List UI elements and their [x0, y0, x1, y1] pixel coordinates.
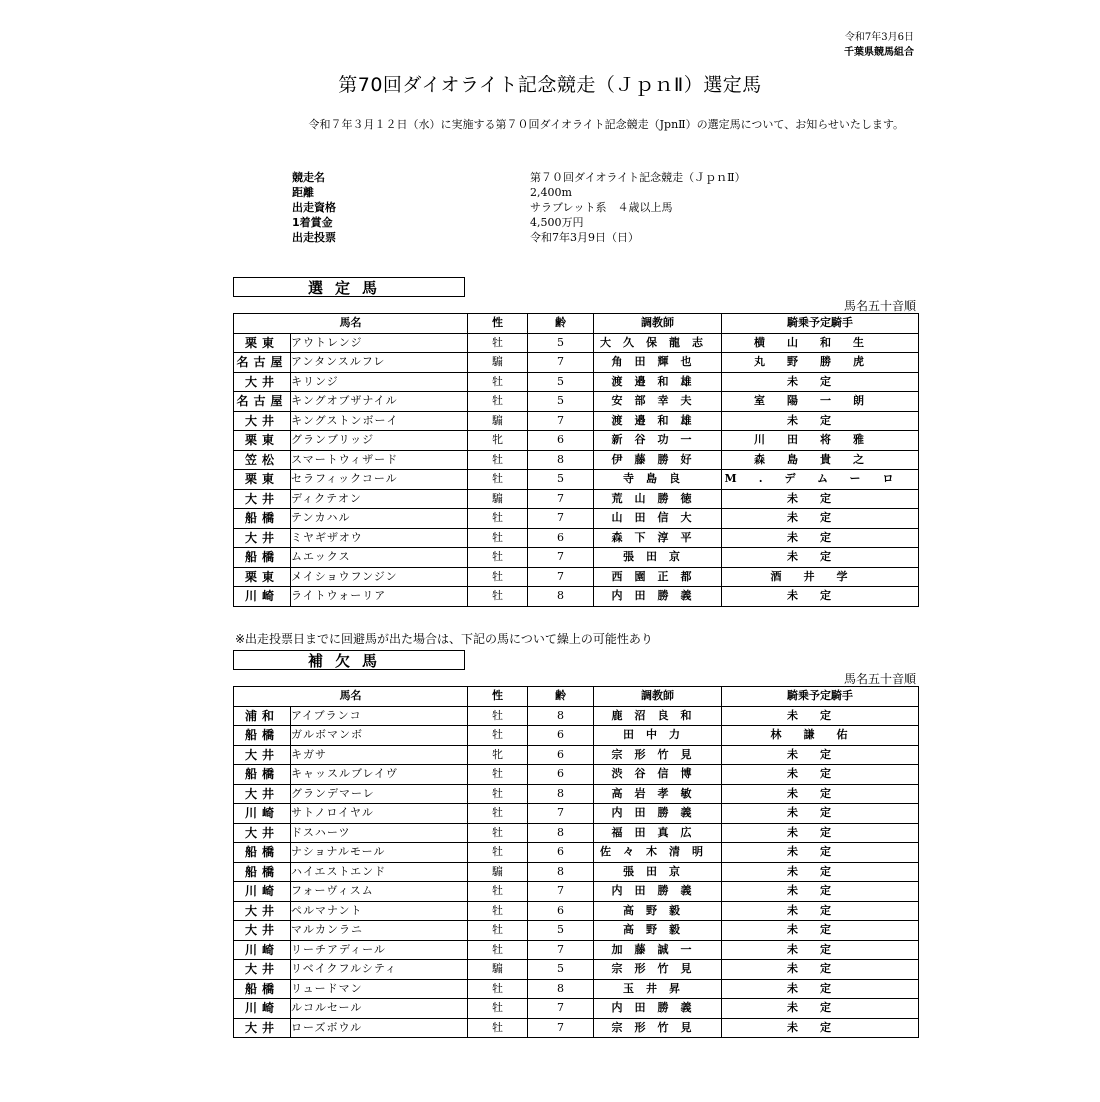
horse-sex: 牡	[468, 372, 528, 392]
horse-name: グランデマーレ	[291, 784, 468, 804]
horse-track: 大井	[234, 823, 291, 843]
horse-track: 大井	[234, 1018, 291, 1038]
horse-name: ナショナルモール	[291, 843, 468, 863]
page-title: 第70回ダイオライト記念競走（ＪｐｎⅡ）選定馬	[338, 74, 762, 96]
horse-trainer: 内田勝義	[594, 587, 722, 607]
horse-trainer: 山田信大	[594, 509, 722, 529]
horse-sex: 牝	[468, 745, 528, 765]
horse-track: 川崎	[234, 882, 291, 902]
horse-sex: 騸	[468, 489, 528, 509]
table-row	[234, 411, 919, 431]
table-row	[234, 353, 919, 373]
horse-trainer: 高野毅	[594, 901, 722, 921]
table-row	[234, 528, 919, 548]
table-row	[234, 979, 919, 999]
horse-track: 栗東	[234, 431, 291, 451]
horse-trainer: 佐々木清明	[594, 843, 722, 863]
horse-trainer: 内田勝義	[594, 882, 722, 902]
horse-sex: 牡	[468, 901, 528, 921]
horse-jockey: M.デムーロ	[722, 470, 919, 490]
horse-track: 名古屋	[234, 353, 291, 373]
horse-sex: 牡	[468, 765, 528, 785]
horse-track: 栗東	[234, 333, 291, 353]
table-row	[234, 333, 919, 353]
horse-name: マルカンラニ	[291, 921, 468, 941]
horse-jockey: 未定	[722, 999, 919, 1019]
race-info-value: 4,500万円	[530, 216, 584, 229]
horse-name: フォーヴィスム	[291, 882, 468, 902]
horse-sex: 騸	[468, 411, 528, 431]
horse-trainer: 渡邉和雄	[594, 411, 722, 431]
horse-age: 5	[528, 372, 594, 392]
horse-name: キャッスルブレイヴ	[291, 765, 468, 785]
race-info-label: 出走資格	[292, 201, 336, 214]
horse-track: 大井	[234, 528, 291, 548]
table-row	[234, 509, 919, 529]
horse-trainer: 渡邉和雄	[594, 372, 722, 392]
horse-name: サトノロイヤル	[291, 804, 468, 824]
horse-trainer: 福田真広	[594, 823, 722, 843]
horse-name: ハイエストエンド	[291, 862, 468, 882]
horse-jockey: 酒井学	[722, 567, 919, 587]
race-info-label: 出走投票	[292, 231, 336, 244]
horse-trainer: 宗形竹見	[594, 1018, 722, 1038]
intro-text: 令和７年３月１２日（水）に実施する第７０回ダイオライト記念競走（JpnⅡ）の選定馬について、お知らせいたします。	[308, 118, 904, 131]
horse-sex: 牡	[468, 1018, 528, 1038]
table-row	[234, 784, 919, 804]
horse-name: アンタンスルフレ	[291, 353, 468, 373]
horse-sex: 牡	[468, 587, 528, 607]
header-name: 馬名	[234, 314, 468, 334]
horse-trainer: 鹿沼良和	[594, 706, 722, 726]
horse-name: キングストンボーイ	[291, 411, 468, 431]
horse-track: 大井	[234, 372, 291, 392]
horse-jockey: 未定	[722, 765, 919, 785]
horse-jockey: 横山和生	[722, 333, 919, 353]
horse-track: 大井	[234, 921, 291, 941]
horse-name: ドスハーツ	[291, 823, 468, 843]
header-sex: 性	[468, 314, 528, 334]
horse-name: グランブリッジ	[291, 431, 468, 451]
race-info-value: 2,400m	[530, 186, 572, 199]
horse-age: 7	[528, 1018, 594, 1038]
horse-jockey: 未定	[722, 882, 919, 902]
horse-sex: 牡	[468, 450, 528, 470]
race-info-row	[292, 200, 892, 215]
horse-sex: 牡	[468, 706, 528, 726]
horse-age: 5	[528, 333, 594, 353]
race-info-row	[292, 215, 892, 230]
horse-jockey: 未定	[722, 1018, 919, 1038]
table-row	[234, 823, 919, 843]
horse-name: キガサ	[291, 745, 468, 765]
race-info-value: サラブレット系 ４歳以上馬	[530, 201, 673, 214]
horse-jockey: 未定	[722, 979, 919, 999]
horse-age: 6	[528, 726, 594, 746]
table-row	[234, 431, 919, 451]
header-trainer: 調教師	[594, 687, 722, 707]
horse-sex: 牡	[468, 392, 528, 412]
reserve-order-note: 馬名五十音順	[843, 672, 916, 686]
table-row	[234, 548, 919, 568]
horse-sex: 牡	[468, 804, 528, 824]
horse-age: 8	[528, 706, 594, 726]
horse-trainer: 新谷功一	[594, 431, 722, 451]
horse-track: 船橋	[234, 862, 291, 882]
header-sex: 性	[468, 687, 528, 707]
horse-trainer: 渋谷信博	[594, 765, 722, 785]
horse-sex: 牡	[468, 999, 528, 1019]
horse-jockey: 森島貴之	[722, 450, 919, 470]
horse-age: 5	[528, 921, 594, 941]
horse-age: 6	[528, 765, 594, 785]
issue-date: 令和7年3月6日	[844, 32, 914, 43]
horse-sex: 牡	[468, 509, 528, 529]
horse-sex: 騸	[468, 862, 528, 882]
horse-age: 5	[528, 470, 594, 490]
header-name: 馬名	[234, 687, 468, 707]
horse-name: アウトレンジ	[291, 333, 468, 353]
horse-jockey: 未定	[722, 843, 919, 863]
horse-age: 6	[528, 843, 594, 863]
horse-age: 8	[528, 862, 594, 882]
horse-track: 船橋	[234, 726, 291, 746]
horse-age: 7	[528, 489, 594, 509]
horse-jockey: 未定	[722, 489, 919, 509]
table-row	[234, 960, 919, 980]
horse-trainer: 内田勝義	[594, 999, 722, 1019]
horse-jockey: 丸野勝虎	[722, 353, 919, 373]
horse-sex: 牡	[468, 333, 528, 353]
horse-jockey: 川田将雅	[722, 431, 919, 451]
table-row	[234, 921, 919, 941]
horse-name: リベイクフルシティ	[291, 960, 468, 980]
horse-jockey: 未定	[722, 706, 919, 726]
table-row	[234, 765, 919, 785]
horse-age: 7	[528, 548, 594, 568]
horse-name: セラフィックコール	[291, 470, 468, 490]
horse-age: 8	[528, 450, 594, 470]
horse-age: 6	[528, 901, 594, 921]
horse-track: 船橋	[234, 979, 291, 999]
horse-age: 5	[528, 960, 594, 980]
horse-name: キングオブザナイル	[291, 392, 468, 412]
horse-jockey: 未定	[722, 509, 919, 529]
horse-name: リュードマン	[291, 979, 468, 999]
horse-age: 8	[528, 823, 594, 843]
horse-name: キリンジ	[291, 372, 468, 392]
horse-age: 7	[528, 353, 594, 373]
horse-jockey: 室陽一朗	[722, 392, 919, 412]
horse-jockey: 未定	[722, 921, 919, 941]
header-jockey: 騎乗予定騎手	[722, 314, 919, 334]
horse-sex: 牡	[468, 548, 528, 568]
horse-track: 大井	[234, 960, 291, 980]
horse-jockey: 未定	[722, 784, 919, 804]
selected-table-body	[234, 333, 919, 606]
horse-name: ペルマナント	[291, 901, 468, 921]
table-header-row	[234, 314, 919, 334]
horse-name: リーチアディール	[291, 940, 468, 960]
horse-age: 6	[528, 745, 594, 765]
organization-name: 千葉県競馬組合	[844, 47, 914, 58]
horse-trainer: 安部幸夫	[594, 392, 722, 412]
table-row	[234, 567, 919, 587]
horse-track: 船橋	[234, 765, 291, 785]
horse-jockey: 未定	[722, 745, 919, 765]
horse-trainer: 荒山勝徳	[594, 489, 722, 509]
header-jockey: 騎乗予定騎手	[722, 687, 919, 707]
race-info-value: 第７０回ダイオライト記念競走（ＪｐｎⅡ）	[530, 171, 746, 184]
horse-track: 川崎	[234, 804, 291, 824]
horse-track: 浦和	[234, 706, 291, 726]
race-info-value: 令和7年3月9日（日）	[530, 231, 639, 244]
horse-jockey: 未定	[722, 411, 919, 431]
horse-sex: 牡	[468, 567, 528, 587]
selected-horses-table	[233, 313, 919, 607]
horse-jockey: 未定	[722, 901, 919, 921]
horse-sex: 牡	[468, 470, 528, 490]
race-info-label: 競走名	[292, 171, 325, 184]
horse-name: ライトウォーリア	[291, 587, 468, 607]
horse-age: 5	[528, 392, 594, 412]
horse-track: 川崎	[234, 587, 291, 607]
race-info-row	[292, 230, 892, 245]
race-info-label: 1着賞金	[292, 216, 333, 229]
horse-trainer: 大久保龍志	[594, 333, 722, 353]
horse-name: ムエックス	[291, 548, 468, 568]
horse-sex: 騸	[468, 353, 528, 373]
horse-jockey: 林謙佑	[722, 726, 919, 746]
horse-track: 船橋	[234, 843, 291, 863]
horse-sex: 牡	[468, 940, 528, 960]
table-row	[234, 804, 919, 824]
horse-name: スマートウィザード	[291, 450, 468, 470]
horse-track: 船橋	[234, 509, 291, 529]
horse-jockey: 未定	[722, 804, 919, 824]
horse-age: 7	[528, 509, 594, 529]
horse-jockey: 未定	[722, 587, 919, 607]
horse-track: 名古屋	[234, 392, 291, 412]
horse-track: 栗東	[234, 567, 291, 587]
horse-age: 6	[528, 431, 594, 451]
horse-track: 船橋	[234, 548, 291, 568]
horse-sex: 騸	[468, 960, 528, 980]
table-row	[234, 392, 919, 412]
horse-trainer: 張田京	[594, 548, 722, 568]
header-trainer: 調教師	[594, 314, 722, 334]
table-row	[234, 450, 919, 470]
horse-sex: 牡	[468, 843, 528, 863]
race-info-label: 距離	[292, 186, 314, 199]
horse-track: 大井	[234, 745, 291, 765]
horse-sex: 牡	[468, 726, 528, 746]
race-info-row	[292, 185, 892, 200]
horse-track: 栗東	[234, 470, 291, 490]
table-row	[234, 940, 919, 960]
horse-trainer: 森下淳平	[594, 528, 722, 548]
horse-track: 大井	[234, 489, 291, 509]
horse-age: 8	[528, 784, 594, 804]
horse-sex: 牡	[468, 528, 528, 548]
horse-sex: 牡	[468, 823, 528, 843]
table-row	[234, 1018, 919, 1038]
horse-name: ルコルセール	[291, 999, 468, 1019]
horse-name: アイブランコ	[291, 706, 468, 726]
horse-trainer: 内田勝義	[594, 804, 722, 824]
horse-trainer: 田中力	[594, 726, 722, 746]
horse-sex: 牝	[468, 431, 528, 451]
horse-trainer: 玉井昇	[594, 979, 722, 999]
horse-sex: 牡	[468, 921, 528, 941]
horse-age: 8	[528, 587, 594, 607]
table-row	[234, 745, 919, 765]
horse-age: 7	[528, 567, 594, 587]
horse-name: ローズボウル	[291, 1018, 468, 1038]
table-row	[234, 706, 919, 726]
horse-sex: 牡	[468, 784, 528, 804]
table-row	[234, 901, 919, 921]
horse-trainer: 張田京	[594, 862, 722, 882]
horse-trainer: 宗形竹見	[594, 960, 722, 980]
horse-age: 6	[528, 528, 594, 548]
horse-track: 大井	[234, 411, 291, 431]
race-info-row	[292, 170, 892, 185]
substitution-note: ※出走投票日までに回避馬が出た場合は、下記の馬について繰上の可能性あり	[235, 632, 653, 646]
horse-jockey: 未定	[722, 862, 919, 882]
horse-trainer: 角田輝也	[594, 353, 722, 373]
horse-age: 7	[528, 940, 594, 960]
horse-trainer: 寺島良	[594, 470, 722, 490]
horse-age: 7	[528, 882, 594, 902]
table-row	[234, 726, 919, 746]
table-row	[234, 470, 919, 490]
table-row	[234, 489, 919, 509]
horse-sex: 牡	[468, 979, 528, 999]
horse-name: ディクテオン	[291, 489, 468, 509]
horse-jockey: 未定	[722, 940, 919, 960]
table-row	[234, 372, 919, 392]
selected-order-note: 馬名五十音順	[843, 299, 916, 313]
horse-name: テンカハル	[291, 509, 468, 529]
table-row	[234, 843, 919, 863]
horse-trainer: 伊藤勝好	[594, 450, 722, 470]
selected-section-title: 選定馬	[233, 277, 465, 297]
reserve-section-title: 補欠馬	[233, 650, 465, 670]
horse-track: 大井	[234, 784, 291, 804]
horse-trainer: 高岩孝敏	[594, 784, 722, 804]
horse-jockey: 未定	[722, 372, 919, 392]
horse-age: 8	[528, 979, 594, 999]
horse-age: 7	[528, 999, 594, 1019]
horse-track: 川崎	[234, 940, 291, 960]
header-age: 齢	[528, 687, 594, 707]
horse-name: メイショウフンジン	[291, 567, 468, 587]
horse-jockey: 未定	[722, 960, 919, 980]
header-age: 齢	[528, 314, 594, 334]
horse-trainer: 高野毅	[594, 921, 722, 941]
horse-age: 7	[528, 411, 594, 431]
horse-trainer: 宗形竹見	[594, 745, 722, 765]
horse-track: 笠松	[234, 450, 291, 470]
horse-jockey: 未定	[722, 823, 919, 843]
horse-name: ガルボマンボ	[291, 726, 468, 746]
horse-jockey: 未定	[722, 528, 919, 548]
table-row	[234, 882, 919, 902]
header-date-block	[844, 30, 914, 60]
horse-track: 川崎	[234, 999, 291, 1019]
reserve-horses-table	[233, 686, 919, 1038]
horse-jockey: 未定	[722, 548, 919, 568]
horse-sex: 牡	[468, 882, 528, 902]
table-row	[234, 862, 919, 882]
horse-track: 大井	[234, 901, 291, 921]
horse-age: 7	[528, 804, 594, 824]
reserve-table-body	[234, 706, 919, 1038]
horse-trainer: 西園正都	[594, 567, 722, 587]
table-header-row	[234, 687, 919, 707]
table-row	[234, 999, 919, 1019]
race-info	[292, 170, 892, 245]
horse-trainer: 加藤誠一	[594, 940, 722, 960]
horse-name: ミヤギザオウ	[291, 528, 468, 548]
table-row	[234, 587, 919, 607]
